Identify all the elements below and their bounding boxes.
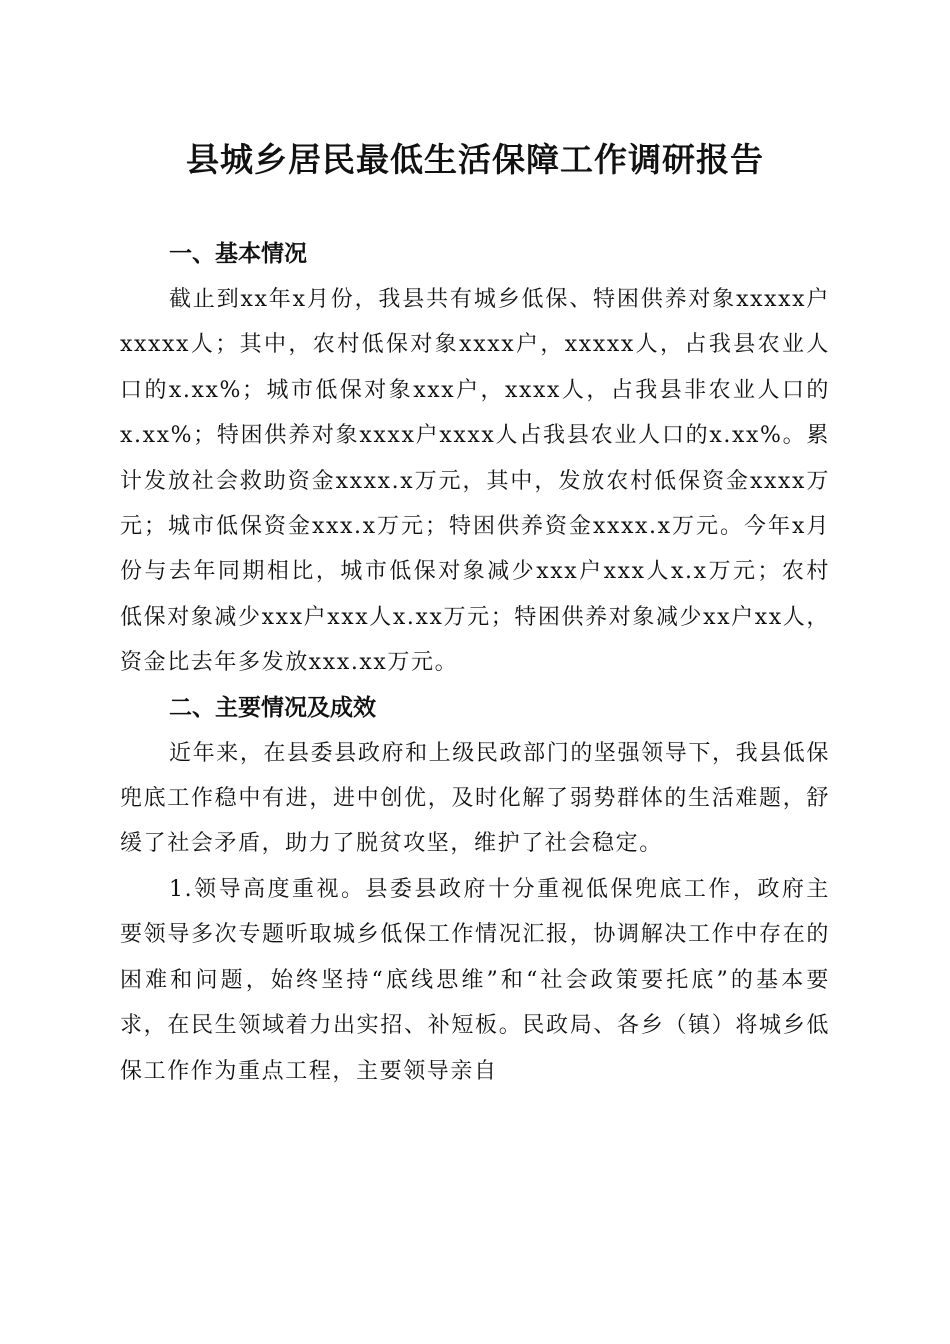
- document-title: 县城乡居民最低生活保障工作调研报告: [186, 140, 764, 179]
- section-heading: 二、主要情况及成效: [169, 694, 376, 721]
- document-body: [120, 232, 830, 1094]
- paragraph: 1.领导高度重视。县委县政府十分重视低保兜底工作，政府主要领导多次专题听取城乡低保工作情况汇报，协调解决工作中存在的困难和问题，始终坚持“底线思维”和“社会政策要托底”的基本要求，在民生领域着力出实招、补短板。民政局、各乡（镇）将城乡低保工作作为重点工程，主要领导亲自: [120, 876, 830, 1084]
- section-main-situation: [120, 686, 830, 1094]
- section-heading: 一、基本情况: [169, 241, 307, 267]
- section-basic-situation: [120, 232, 830, 686]
- paragraph: 近年来，在县委县政府和上级民政部门的坚强领导下，我县低保兜底工作稳中有进，进中创优，及时化解了弱势群体的生活难题，舒缓了社会矛盾，助力了脱贫攻坚，维护了社会稳定。: [120, 740, 830, 857]
- paragraph: 截止到xx年x月份，我县共有城乡低保、特困供养对象xxxxx户xxxxx人；其中，农村低保对象xxxx户，xxxxx人，占我县农业人口的x.xx%；城市低保对象xxx户，xxxx人，占我县非农业人口的x.xx%；特困供养对象xxxx户xxxx人占我县农业人口的x.xx%。累计发放社会救助资金xxxx.x万元，其中，发放农村低保资金xxxx万元；城市低保资金xxx.x万元；特困供养资金xxxx.x万元。今年x月份与去年同期相比，城市低保对象减少xxx户xxx人x.x万元；农村低保对象减少xxx户xxx人x.xx万元；特困供养对象减少xx户xx人，资金比去年多发放xxx.xx万元。: [120, 287, 830, 676]
